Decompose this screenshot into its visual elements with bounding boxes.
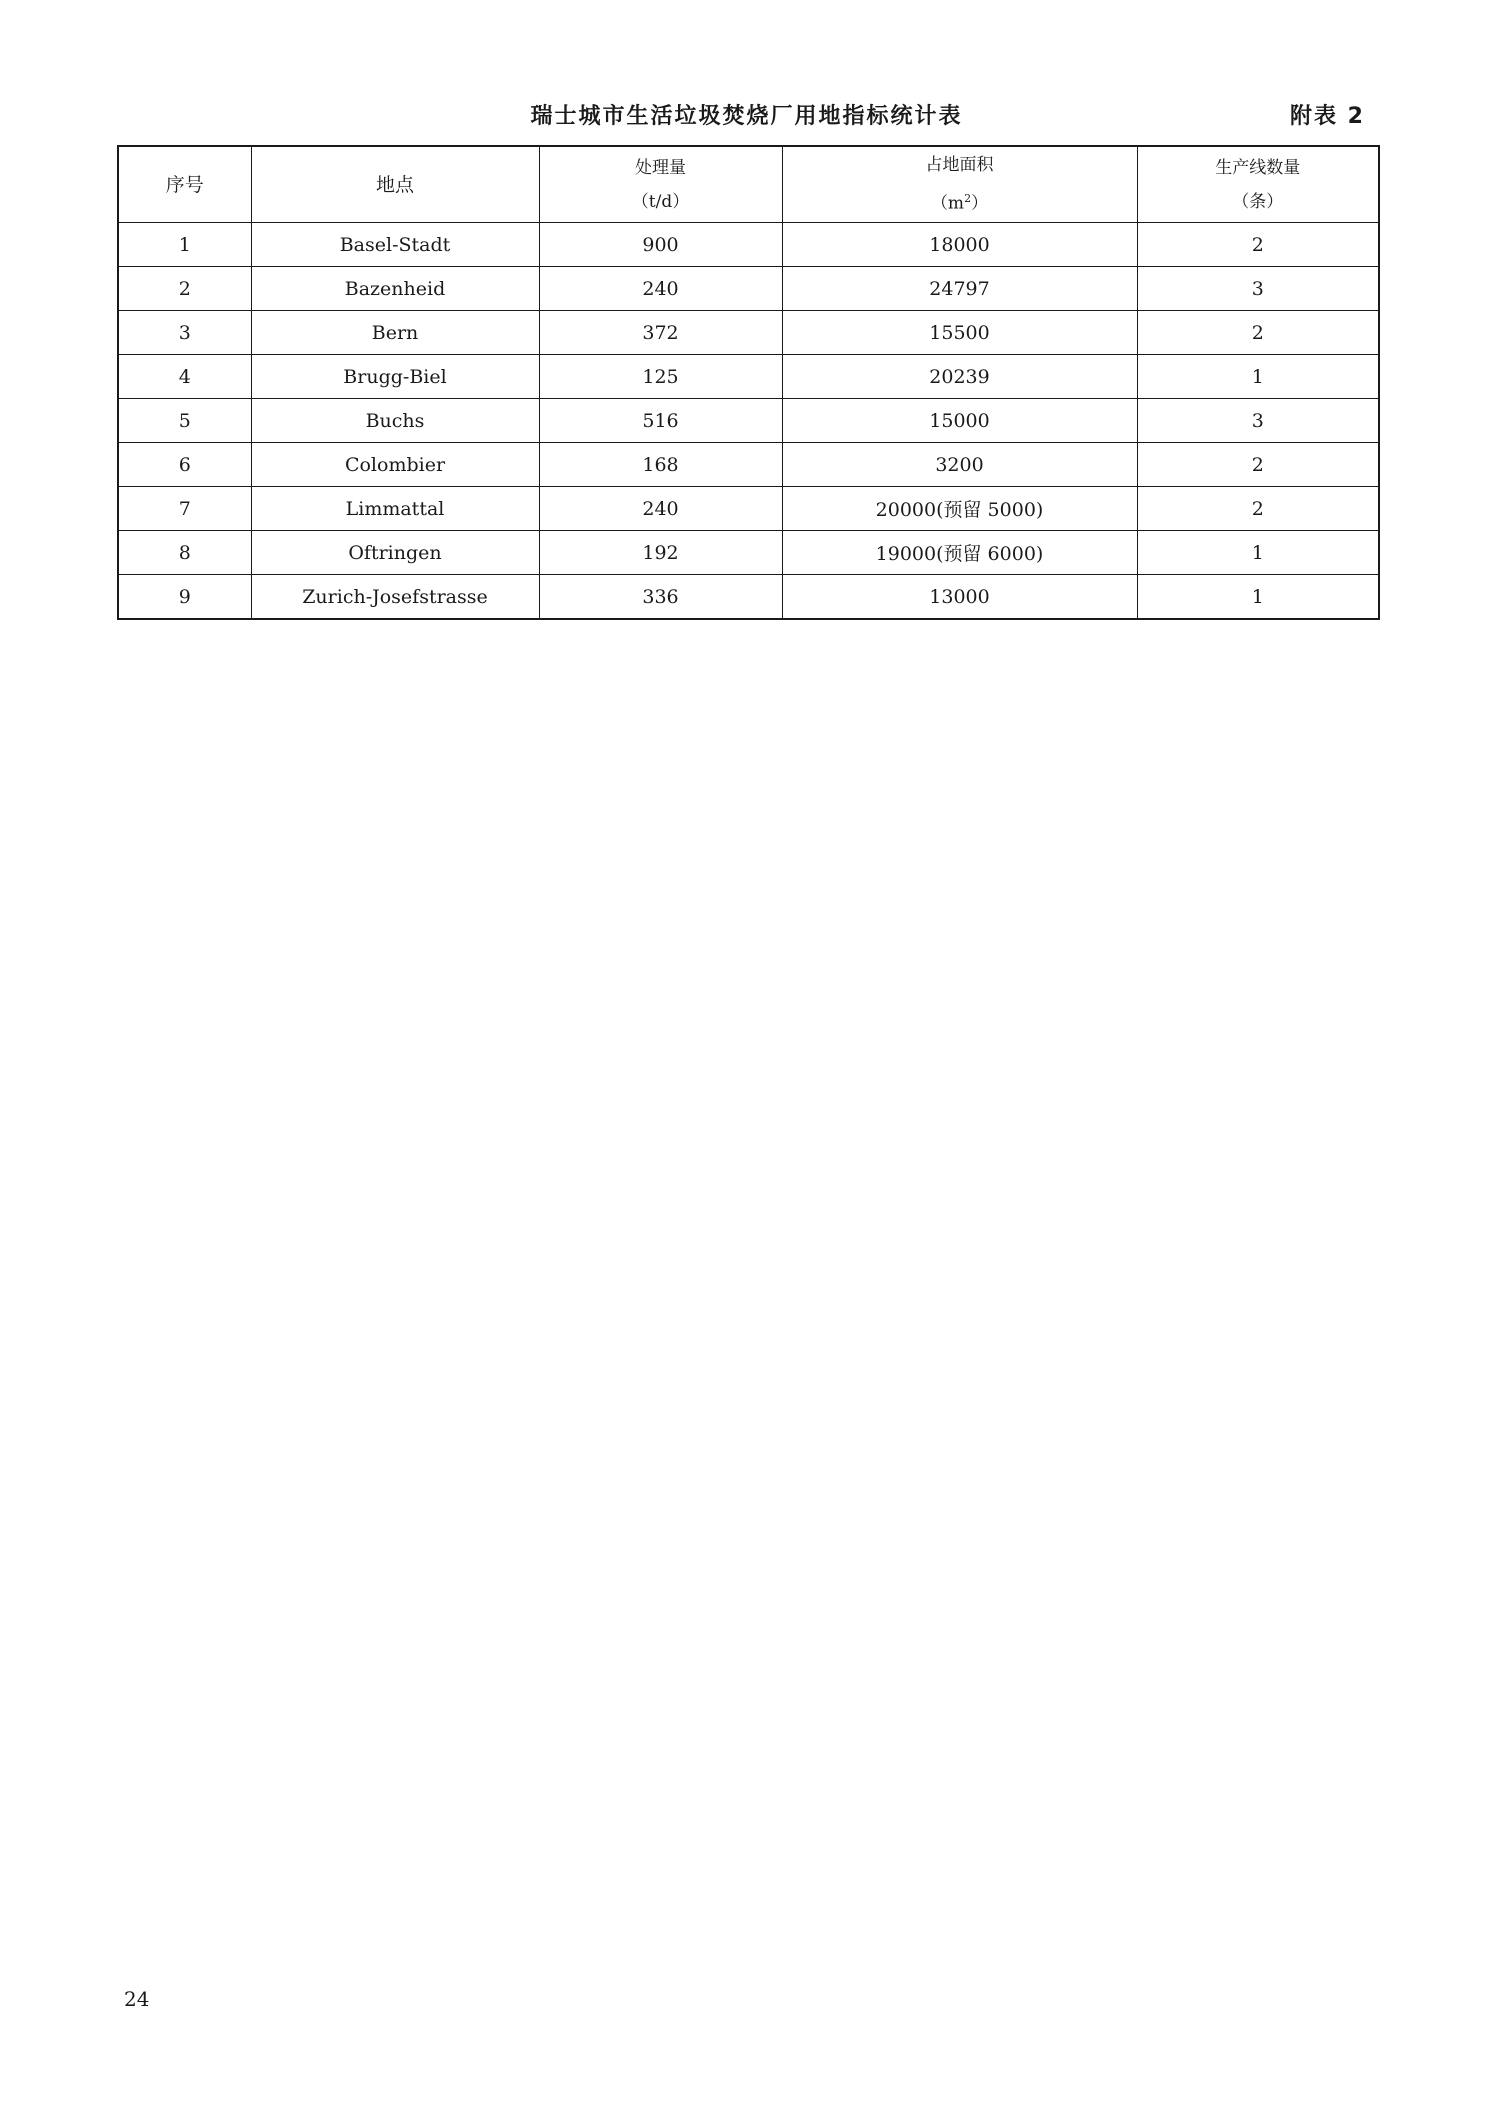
cell-location: Oftringen — [251, 531, 539, 575]
header-area-label: 占地面积 — [925, 155, 994, 176]
cell-index: 7 — [118, 487, 251, 531]
cell-capacity: 192 — [539, 531, 782, 575]
header-capacity-unit: （t/d） — [631, 191, 690, 212]
header-capacity — [539, 146, 782, 223]
table-title: 瑞士城市生活垃圾焚烧厂用地指标统计表 — [530, 104, 963, 129]
header-location: 地点 — [251, 146, 539, 223]
cell-capacity: 240 — [539, 267, 782, 311]
cell-index: 9 — [118, 575, 251, 620]
cell-lines: 1 — [1137, 355, 1379, 399]
header-area-unit-close: ） — [971, 193, 989, 214]
cell-location: Basel-Stadt — [251, 223, 539, 267]
cell-area: 20000(预留 5000) — [782, 487, 1137, 531]
header-area-unit — [783, 182, 1137, 221]
cell-capacity: 168 — [539, 443, 782, 487]
cell-capacity: 516 — [539, 399, 782, 443]
appendix-label: 附表 2 — [1290, 104, 1365, 129]
header-index: 序号 — [118, 146, 251, 223]
header-capacity-label: 处理量 — [635, 157, 686, 178]
cell-location: Bern — [251, 311, 539, 355]
cell-capacity: 240 — [539, 487, 782, 531]
page-number: 24 — [124, 1987, 150, 2011]
cell-capacity: 336 — [539, 575, 782, 620]
cell-capacity: 372 — [539, 311, 782, 355]
cell-area: 13000 — [782, 575, 1137, 620]
header-lines-label: 生产线数量 — [1215, 157, 1301, 178]
cell-lines: 3 — [1137, 399, 1379, 443]
cell-lines: 2 — [1137, 487, 1379, 531]
header-lines-unit: （条） — [1232, 191, 1284, 212]
cell-location: Zurich-Josefstrasse — [251, 575, 539, 620]
table-row — [118, 443, 1379, 487]
cell-location: Colombier — [251, 443, 539, 487]
cell-lines: 2 — [1137, 443, 1379, 487]
cell-area: 24797 — [782, 267, 1137, 311]
cell-index: 6 — [118, 443, 251, 487]
table-row — [118, 575, 1379, 620]
cell-area: 19000(预留 6000) — [782, 531, 1137, 575]
table-row — [118, 311, 1379, 355]
header-lines — [1137, 146, 1379, 223]
header-area — [782, 146, 1137, 223]
cell-location: Bazenheid — [251, 267, 539, 311]
table-row — [118, 267, 1379, 311]
header-area-unit-open: （m — [930, 193, 965, 214]
cell-index: 3 — [118, 311, 251, 355]
header-area-unit-sup: 2 — [964, 192, 972, 206]
statistics-table — [117, 145, 1380, 620]
table-row — [118, 223, 1379, 267]
cell-area: 3200 — [782, 443, 1137, 487]
cell-index: 4 — [118, 355, 251, 399]
cell-lines: 1 — [1137, 531, 1379, 575]
cell-location: Limmattal — [251, 487, 539, 531]
cell-capacity: 125 — [539, 355, 782, 399]
cell-area: 18000 — [782, 223, 1137, 267]
cell-index: 8 — [118, 531, 251, 575]
cell-area: 15500 — [782, 311, 1137, 355]
cell-location: Brugg-Biel — [251, 355, 539, 399]
cell-area: 15000 — [782, 399, 1137, 443]
cell-capacity: 900 — [539, 223, 782, 267]
cell-index: 1 — [118, 223, 251, 267]
header-row — [118, 146, 1379, 223]
table-row — [118, 531, 1379, 575]
cell-lines: 2 — [1137, 223, 1379, 267]
cell-lines: 3 — [1137, 267, 1379, 311]
cell-lines: 2 — [1137, 311, 1379, 355]
cell-index: 5 — [118, 399, 251, 443]
table-row — [118, 487, 1379, 531]
cell-area: 20239 — [782, 355, 1137, 399]
cell-index: 2 — [118, 267, 251, 311]
table-row — [118, 355, 1379, 399]
cell-location: Buchs — [251, 399, 539, 443]
cell-lines: 1 — [1137, 575, 1379, 620]
table-row — [118, 399, 1379, 443]
